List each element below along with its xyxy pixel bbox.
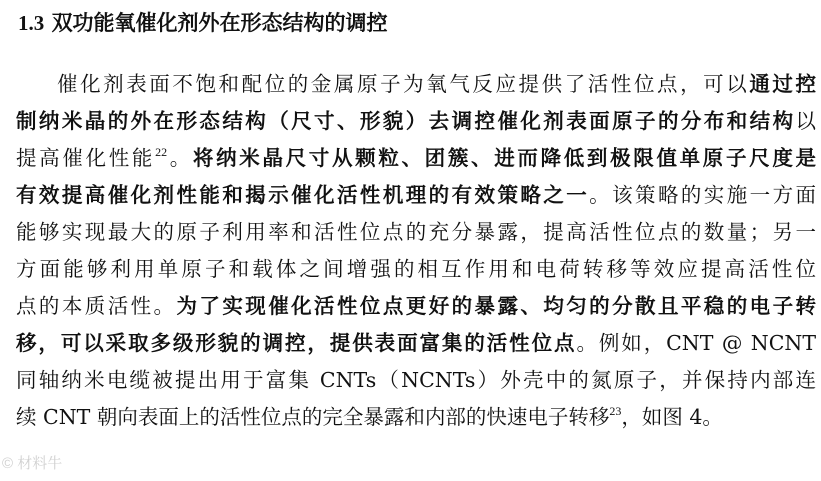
text-run: 。例如，CNT @ NCNT	[576, 331, 816, 355]
section-number: 1.3	[18, 11, 45, 35]
paragraph-line	[16, 325, 816, 362]
bold-run: 为了实现催化活性位点更好的暴露、均匀的分散且平稳的电子转	[176, 294, 816, 318]
text-run: 以	[795, 109, 816, 133]
watermark: © 材料牛	[2, 455, 63, 472]
section-heading	[18, 8, 388, 38]
bold-run: 将纳米晶尺寸从颗粒、团簇、进而降低到极限值单原子尺度是	[192, 146, 816, 170]
section-title: 双功能氧催化剂外在形态结构的调控	[51, 10, 388, 35]
text-run: 提高催化性能	[16, 146, 156, 170]
text-run: 。该策略的实施一方面	[589, 183, 816, 207]
paragraph-line: 能够实现最大的原子利用率和活性位点的充分暴露，提高活性位点的数量；另一	[16, 220, 816, 244]
paragraph-line: 同轴纳米电缆被提出用于富集 CNTs（NCNTs）外壳中的氮原子，并保持内部连	[16, 368, 816, 392]
paragraph-line	[16, 103, 816, 140]
paragraph-line	[16, 140, 816, 177]
text-run: 。	[167, 146, 193, 170]
citation-ref: 22	[155, 145, 168, 159]
bold-run: 通过控	[749, 72, 816, 96]
paragraph-line	[16, 66, 816, 103]
bold-run: 移，可以采取多级形貌的调控，提供表面富集的活性位点	[16, 331, 577, 355]
paragraph-line	[16, 177, 816, 214]
bold-run: 制纳米晶的外在形态结构（尺寸、形貌）去调控催化剂表面原子的分布和结构	[16, 109, 796, 133]
paragraph-line	[16, 288, 816, 325]
text-run: ，如图 4。	[621, 405, 723, 429]
text-run: 续 CNT 朝向表面上的活性位点的完全暴露和内部的快速电子转移	[16, 405, 610, 429]
text-run: 点的本质活性。	[16, 294, 177, 318]
body-paragraph	[16, 66, 816, 436]
citation-ref: 23	[609, 404, 622, 418]
text-run: 催化剂表面不饱和配位的金属原子为氧气反应提供了活性位点，可以	[57, 72, 750, 96]
paragraph-line	[16, 399, 816, 436]
bold-run: 有效提高催化剂性能和揭示催化活性机理的有效策略之一	[16, 183, 590, 207]
paragraph-line: 方面能够利用单原子和载体之间增强的相互作用和电荷转移等效应提高活性位	[16, 257, 816, 281]
